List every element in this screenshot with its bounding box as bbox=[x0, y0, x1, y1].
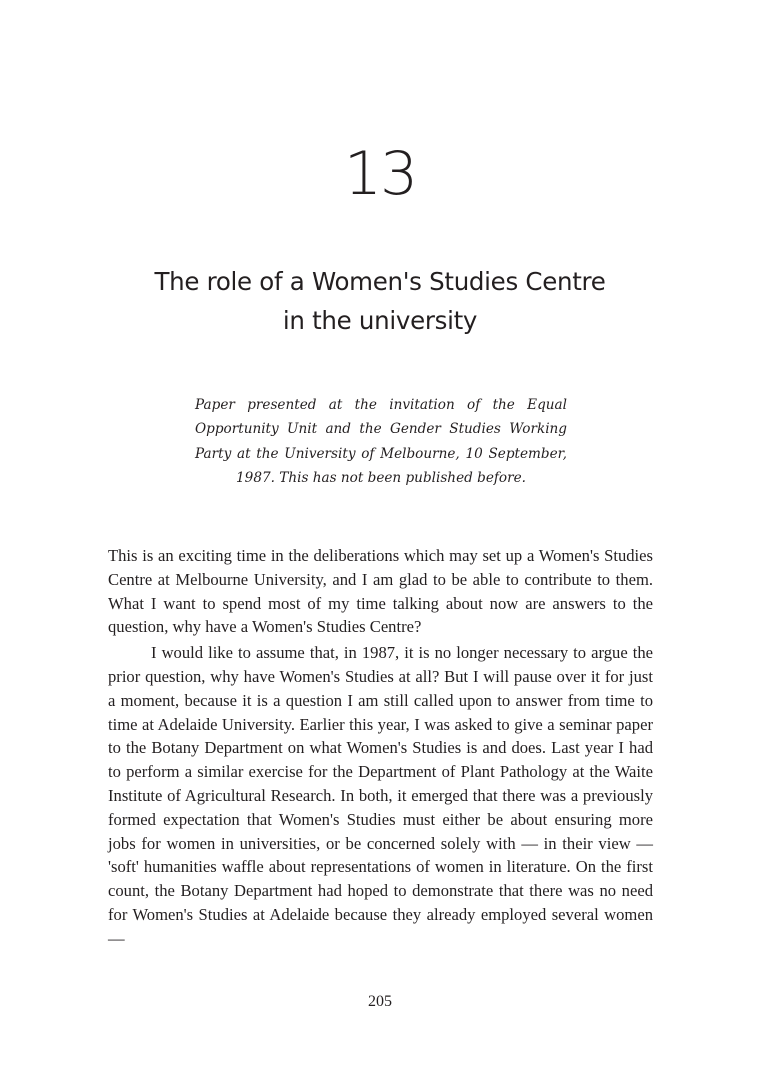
paragraph-2: I would like to assume that, in 1987, it is no longer necessary to argue the prior question, why have Women's Studies at all? But I will pause over it for just a moment, because it is a question I am still called upon to answer from time to time at Adelaide University. Earlier this year, I was asked to give a seminar paper to the Botany Department on what Women's Studies is and does. Last year I had to perform a similar exercise for the Department of Plant Pathology at the Waite Institute of Agricultural Research. In both, it emerged that there was a previously formed expectation that Women's Studies must either be about ensuring more jobs for women in universities, or be concerned solely with — in their view — 'soft' humanities waffle about representations of women in literature. On the first count, the Botany Department had hoped to demonstrate that there was no need for Women's Studies at Adelaide because they already employed several women — bbox=[108, 643, 653, 948]
page-number: 205 bbox=[368, 993, 392, 1010]
chapter-title-line-2: in the university bbox=[282, 306, 478, 335]
epigraph-note: Paper presented at the invitation of the Equal Opportunity Unit and the Gender Studies Working Party at the University of Melbourne, 10 September, 1987. This has not been published before. bbox=[195, 397, 567, 486]
chapter-number: 13 bbox=[343, 139, 417, 209]
chapter-title bbox=[0, 262, 760, 340]
chapter-title-line-1: The role of a Women's Studies Centre bbox=[154, 267, 606, 296]
paragraph-1: This is an exciting time in the deliberations which may set up a Women's Studies Centre at Melbourne University, and I am glad to be able to contribute to them. What I want to spend most of my time talking about now are answers to the question, why have a Women's Studies Centre? bbox=[108, 546, 653, 637]
body-text bbox=[108, 544, 653, 951]
